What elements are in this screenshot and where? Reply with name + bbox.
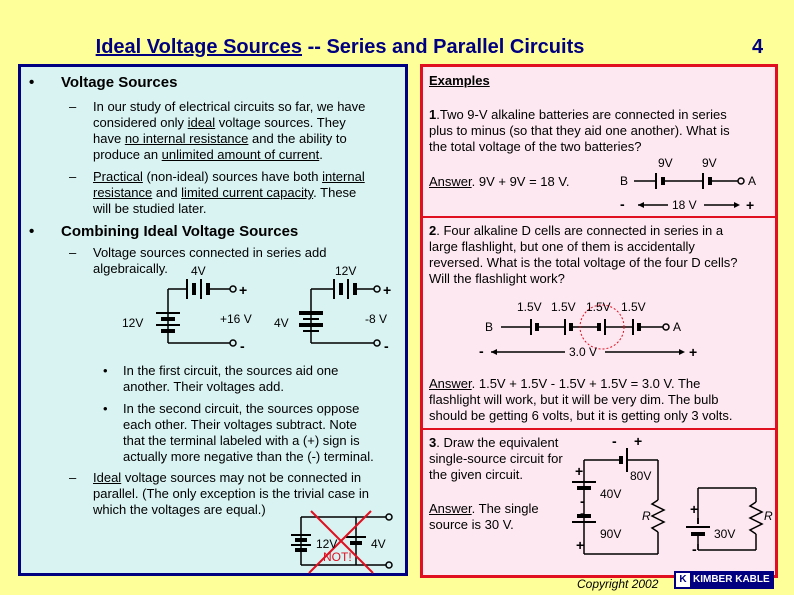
sub-bullet-dot: • [103, 401, 108, 416]
svg-text:9V: 9V [658, 156, 673, 170]
heading-combining-sources: Combining Ideal Voltage Sources [61, 223, 299, 240]
svg-text:40V: 40V [600, 487, 622, 501]
svg-text:12V: 12V [316, 537, 338, 551]
copyright: Copyright 2002 [577, 577, 659, 591]
example-1-circuit [608, 153, 773, 213]
svg-text:1.5V: 1.5V [621, 300, 646, 314]
svg-text:12V: 12V [335, 264, 357, 278]
svg-text:-8 V: -8 V [365, 312, 388, 326]
title-main: Ideal Voltage Sources [95, 36, 303, 58]
svg-text:30V: 30V [714, 527, 736, 541]
svg-text:1.5V: 1.5V [551, 300, 576, 314]
dash: – [69, 169, 77, 184]
svg-text:9V: 9V [702, 156, 717, 170]
dash: – [69, 470, 77, 485]
svg-text:+: + [690, 501, 699, 517]
svg-text:18 V: 18 V [672, 198, 697, 212]
example-3-circuit [568, 430, 778, 566]
logo-text: KIMBER KABLE [693, 574, 770, 585]
svg-text:-: - [612, 433, 617, 449]
svg-text:1.5V: 1.5V [517, 300, 542, 314]
slide-title [0, 36, 680, 59]
bullet-dot: • [29, 74, 35, 91]
kimber-kable-logo [674, 571, 774, 589]
svg-text:3.0 V: 3.0 V [569, 345, 598, 359]
example-1-answer: Answer. 9V + 9V = 18 V. [429, 174, 570, 189]
series-circuits-figure [21, 263, 405, 363]
logo-mark-icon: K [676, 573, 690, 587]
svg-text:-: - [580, 505, 585, 521]
example-2-question: 2. Four alkaline D cells are connected in series in a large flashlight, but one of them is accidentally reversed. What is the total voltage of the four D cells? Will the flashlight work? [429, 223, 738, 286]
dash: – [69, 245, 77, 260]
svg-text:+: + [239, 282, 248, 298]
svg-text:-: - [620, 196, 625, 212]
svg-text:B: B [485, 320, 494, 334]
divider [423, 216, 775, 218]
paragraph-practical-sources: Practical (non-ideal) sources have both internal resistance and limited current capacity. These will be studied later. [93, 169, 365, 216]
svg-text:4V: 4V [371, 537, 386, 551]
paragraph-ideal-sources: In our study of electrical circuits so far, we have considered only ideal voltage sources. They have no internal resistance and the ability to produce an unlimited amount of current. [93, 99, 366, 162]
examples-heading: Examples [429, 73, 490, 88]
bullet-dot: • [29, 223, 35, 240]
right-panel [420, 64, 778, 578]
svg-text:+: + [746, 197, 755, 213]
svg-text:B: B [620, 174, 629, 188]
left-panel [18, 64, 408, 576]
svg-text:R: R [764, 509, 773, 523]
title-rest: -- Series and Parallel Circuits [302, 36, 585, 58]
svg-text:-: - [240, 338, 245, 354]
svg-text:NOT!: NOT! [323, 550, 352, 564]
svg-text:1.5V: 1.5V [586, 300, 611, 314]
parallel-not-figure [271, 507, 401, 577]
svg-text:4V: 4V [274, 316, 289, 330]
svg-text:A: A [673, 320, 682, 334]
slide-number: 4 [752, 36, 764, 58]
svg-text:A: A [748, 174, 757, 188]
svg-text:90V: 90V [600, 527, 622, 541]
svg-text:+: + [576, 537, 585, 553]
example-3-answer: Answer. The single source is 30 V. [429, 501, 539, 532]
sub-second-circuit: In the second circuit, the sources oppose each other. Their voltages subtract. Note that the terminal labeled with a (+) sign is actually more negative than the (-) terminal. [123, 401, 374, 464]
dash: – [69, 99, 77, 114]
svg-text:-: - [580, 493, 585, 509]
example-2-circuit [473, 295, 703, 363]
svg-text:12V: 12V [122, 316, 144, 330]
sub-first-circuit: In the first circuit, the sources aid one another. Their voltages add. [123, 363, 339, 394]
svg-text:-: - [479, 343, 484, 359]
svg-text:+: + [634, 433, 643, 449]
svg-text:+16 V: +16 V [220, 312, 252, 326]
svg-text:-: - [384, 338, 389, 354]
example-2-answer: Answer. 1.5V + 1.5V - 1.5V + 1.5V = 3.0 V. The flashlight will work, but it will be very dim. The bulb should be getting 6 volts, but it is getting only 3 volts. [429, 376, 733, 423]
paragraph-series: Voltage sources connected in series add algebraically. [93, 245, 327, 276]
paragraph-parallel: Ideal voltage sources may not be connected in parallel. (The only exception is the trivial case in which the voltages are equal.) [93, 470, 370, 517]
heading-voltage-sources: Voltage Sources [61, 74, 178, 91]
sub-bullet-dot: • [103, 363, 108, 378]
svg-text:+: + [575, 463, 584, 479]
svg-text:+: + [689, 344, 698, 360]
example-1-question: 1.Two 9-V alkaline batteries are connected in series plus to minus (so that they aid one another). What is the total voltage of the two batteries? [429, 107, 730, 154]
svg-text:+: + [383, 282, 392, 298]
svg-text:R: R [642, 509, 651, 523]
example-3-question: 3. Draw the equivalent single-source circuit for the given circuit. [429, 435, 563, 482]
svg-text:80V: 80V [630, 469, 652, 483]
svg-text:-: - [692, 541, 697, 557]
svg-text:4V: 4V [191, 264, 206, 278]
